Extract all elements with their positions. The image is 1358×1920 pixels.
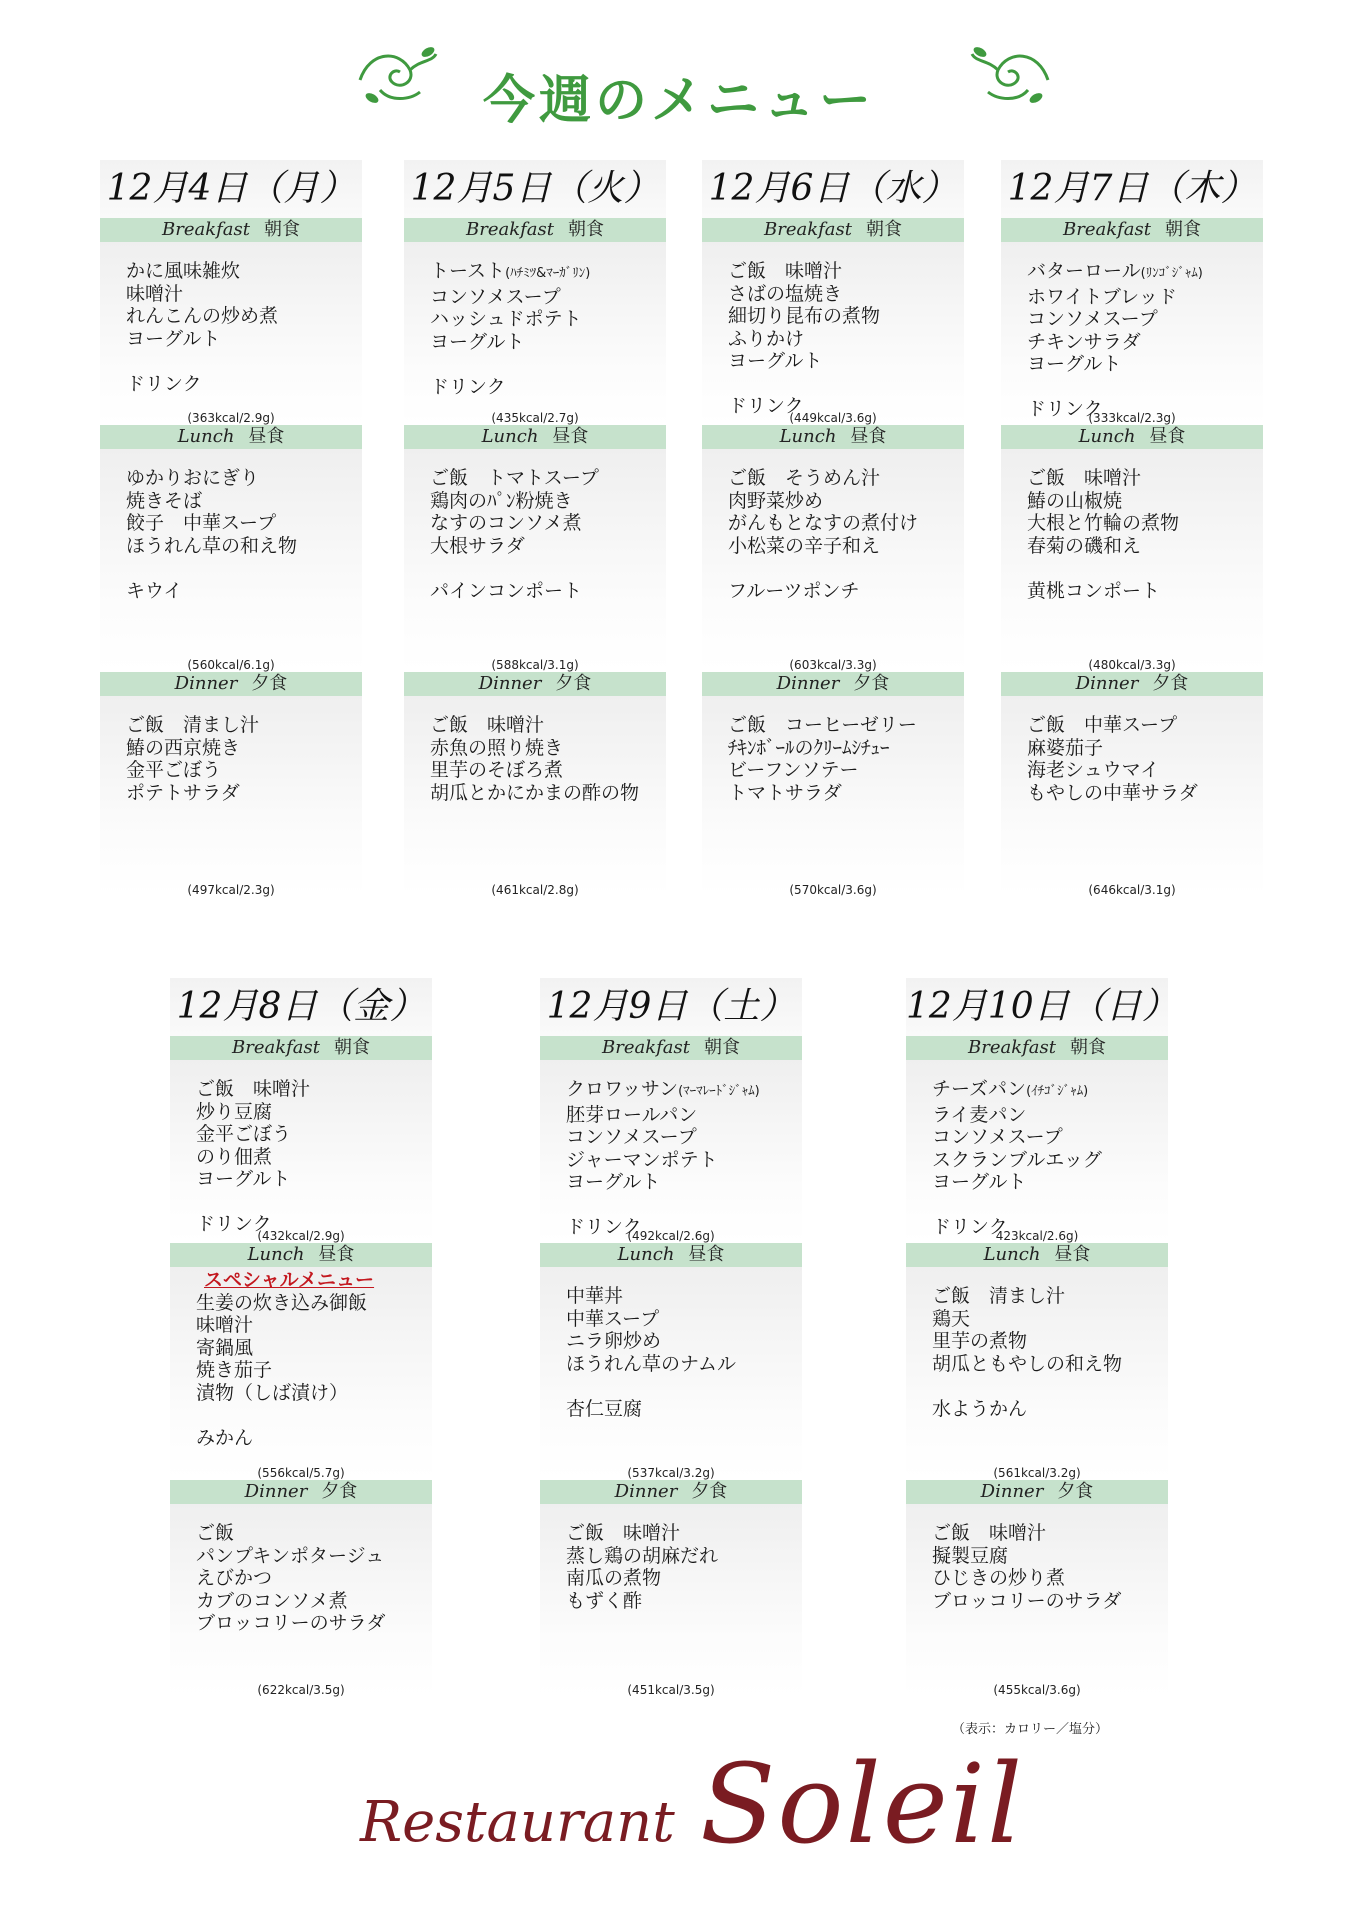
meal-name-jp: 昼食: [248, 426, 285, 447]
meal-body: [404, 696, 666, 897]
meal-name-jp: 朝食: [568, 219, 604, 240]
calorie-salt-label: (560kcal/6.1g): [187, 658, 275, 672]
meal-header: [170, 1480, 432, 1504]
menu-item: [932, 1375, 1168, 1398]
meal-body: [404, 242, 666, 425]
meal-name-jp: 昼食: [850, 426, 887, 447]
calorie-salt-label: (461kcal/2.8g): [491, 883, 579, 897]
meal-name-en: Breakfast: [602, 1037, 690, 1058]
calorie-salt-label: (492kcal/2.6g): [627, 1229, 715, 1243]
menu-item: 餃子 中華スープ: [126, 512, 277, 534]
meal-name-en: Lunch: [779, 426, 837, 447]
meal-header: [1001, 425, 1263, 449]
menu-item: コンソメスープ: [932, 1126, 1063, 1148]
menu-item: [1027, 376, 1263, 399]
menu-item: 味噌汁: [196, 1314, 254, 1336]
menu-item: 黄桃コンポート: [1027, 579, 1161, 602]
menu-item: ご飯 コーヒーゼリー: [728, 714, 917, 736]
calorie-salt-label: (449kcal/3.6g): [789, 411, 877, 425]
day-date: 12月8日（金）: [170, 978, 432, 1036]
meal-header: [702, 218, 964, 242]
menu-item: 鰆の西京焼き: [126, 736, 241, 759]
menu-item: ハッシュドポテト: [430, 308, 582, 330]
calorie-salt-label: (537kcal/3.2g): [627, 1466, 715, 1480]
meal-name-en: Breakfast: [466, 219, 554, 240]
menu-items: [1001, 696, 1263, 804]
menu-item: ご飯 味噌汁: [1027, 467, 1142, 489]
meal-header: [906, 1480, 1168, 1504]
menu-item: ひじきの炒り煮: [932, 1567, 1066, 1589]
menu-item: トースト(ﾊﾁﾐﾂ&ﾏｰｶﾞﾘﾝ): [430, 260, 591, 282]
menu-item: ヨーグルト: [196, 1168, 291, 1190]
menu-item: コンソメスープ: [566, 1126, 697, 1148]
meal-body: [1001, 449, 1263, 672]
menu-item: パインコンポート: [430, 579, 583, 602]
meal-body: [170, 1504, 432, 1697]
menu-item: ドリンク: [1027, 398, 1103, 420]
meal-header: [906, 1243, 1168, 1267]
menu-items: [404, 696, 666, 804]
meal-body: [540, 1267, 802, 1480]
menu-item: なすのコンソメ煮: [430, 512, 582, 534]
menu-items: [1001, 242, 1263, 421]
meal-body: [1001, 696, 1263, 897]
menu-items: [540, 1060, 802, 1239]
menu-item: 麻婆茄子: [1027, 736, 1104, 759]
calorie-salt-label: (646kcal/3.1g): [1088, 883, 1176, 897]
menu-item: ご飯 トマトスープ: [430, 467, 599, 489]
meal-name-en: Dinner: [614, 1481, 678, 1502]
day-date: 12月9日（土）: [540, 978, 802, 1036]
menu-item: ドリンク: [566, 1216, 642, 1238]
menu-item: 里芋のそぼろ煮: [430, 759, 564, 781]
menu-item: 寄鍋風: [196, 1336, 254, 1359]
meal-body: [540, 1060, 802, 1243]
menu-item: カブのコンソメ煮: [196, 1589, 348, 1612]
meal-name-en: Breakfast: [232, 1037, 320, 1058]
meal-header: [404, 218, 666, 242]
menu-item: ゆかりおにぎり: [126, 467, 260, 489]
menu-item: 金平ごぼう: [126, 759, 222, 781]
meal-name-en: Breakfast: [968, 1037, 1056, 1058]
meal-name-en: Breakfast: [1063, 219, 1151, 240]
calorie-salt-label: (480kcal/3.3g): [1088, 658, 1176, 672]
meal-name-jp: 昼食: [318, 1244, 355, 1265]
menu-item: さばの塩焼き: [728, 282, 843, 305]
calorie-salt-label: (455kcal/3.6g): [993, 1683, 1081, 1697]
menu-item: 味噌汁: [126, 282, 184, 305]
menu-item: 鶏天: [932, 1307, 971, 1330]
menu-item: コンソメスープ: [1027, 308, 1158, 330]
menu-item: 南瓜の煮物: [566, 1567, 662, 1589]
meal-body: [906, 1267, 1168, 1480]
menu-item: ほうれん草のナムル: [566, 1352, 737, 1375]
menu-item: みかん: [196, 1426, 254, 1449]
menu-item: 金平ごぼう: [196, 1123, 292, 1145]
meal-name-en: Dinner: [478, 673, 542, 694]
meal-body: [100, 449, 362, 672]
day-column: [170, 978, 432, 1697]
menu-item: ご飯 味噌汁: [196, 1078, 311, 1100]
menu-items: [702, 242, 964, 418]
menu-item: ヨーグルト: [126, 327, 221, 350]
menu-item: キウイ: [126, 579, 183, 602]
meal-name-jp: 朝食: [264, 219, 300, 240]
meal-header: [404, 425, 666, 449]
menu-item: ご飯 清まし汁: [126, 714, 260, 736]
meal-header: [100, 218, 362, 242]
menu-item: チーズパン(ｲﾁｺﾞｼﾞｬﾑ): [932, 1078, 1089, 1100]
menu-items: [540, 1504, 802, 1612]
meal-name-jp: 夕食: [691, 1481, 728, 1502]
menu-item: フルーツポンチ: [728, 579, 860, 602]
meal-header: [540, 1243, 802, 1267]
meal-name-jp: 昼食: [688, 1244, 725, 1265]
day-column: [100, 160, 362, 897]
menu-item: [196, 1191, 432, 1214]
menu-item: ビーフンソテー: [728, 759, 859, 781]
menu-items: [404, 449, 666, 602]
meal-body: [702, 242, 964, 425]
calorie-salt-label: (561kcal/3.2g): [993, 1466, 1081, 1480]
menu-item: ふりかけ: [728, 327, 805, 350]
calorie-salt-label: (451kcal/3.5g): [627, 1683, 715, 1697]
meal-name-jp: 夕食: [1152, 673, 1189, 694]
menu-item: [728, 373, 964, 396]
menu-item: [126, 557, 362, 580]
menu-item: ヨーグルト: [566, 1171, 661, 1193]
meal-body: [170, 1267, 432, 1480]
meal-name-en: Dinner: [776, 673, 840, 694]
calorie-salt-label: (363kcal/2.9g): [187, 411, 275, 425]
special-menu-label: スペシャルメニュー: [204, 1269, 375, 1291]
menu-items: [100, 696, 362, 804]
menu-item: 鰆の山椒焼: [1027, 489, 1123, 512]
meal-header: [100, 425, 362, 449]
calorie-salt-label: (497kcal/2.3g): [187, 883, 275, 897]
calorie-salt-label: (435kcal/2.7g): [491, 411, 579, 425]
meal-body: [702, 696, 964, 897]
menu-items: [170, 1504, 432, 1635]
menu-item: [932, 1194, 1168, 1217]
meal-name-en: Dinner: [1075, 673, 1139, 694]
menu-item: [430, 557, 666, 580]
day-column: [540, 978, 802, 1697]
menu-item: えびかつ: [196, 1567, 273, 1589]
menu-item: もやしの中華サラダ: [1027, 781, 1198, 804]
menu-item: クロワッサン(ﾏｰﾏﾚｰﾄﾞｼﾞｬﾑ): [566, 1078, 760, 1100]
meal-name-en: Dinner: [244, 1481, 308, 1502]
menu-item: れんこんの炒め煮: [126, 305, 279, 327]
menu-item: 胚芽ロールパン: [566, 1103, 698, 1126]
menu-item: ドリンク: [430, 375, 506, 398]
day-column: [906, 978, 1178, 1697]
calorie-salt-label: (556kcal/5.7g): [257, 1466, 345, 1480]
menu-item: ﾁｷﾝﾎﾞｰﾙのｸﾘｰﾑｼﾁｭｰ: [728, 736, 890, 759]
menu-items: [170, 1267, 432, 1449]
menu-item: [430, 353, 666, 376]
meal-body: [100, 696, 362, 897]
menu-item: ライ麦パン: [932, 1103, 1027, 1126]
menu-item: かに風味雑炊: [126, 260, 241, 282]
menu-item: ドリンク: [126, 372, 202, 395]
menu-item: [566, 1194, 802, 1217]
meal-header: [100, 672, 362, 696]
meal-header: [404, 672, 666, 696]
menu-item: ヨーグルト: [728, 350, 823, 372]
menu-items: [100, 242, 362, 395]
menu-item: ニラ卵炒め: [566, 1330, 662, 1352]
meal-body: [906, 1504, 1168, 1697]
meal-name-en: Lunch: [177, 426, 235, 447]
day-date: 12月6日（水）: [702, 160, 964, 218]
meal-name-jp: 朝食: [1165, 219, 1201, 240]
meal-header: [170, 1243, 432, 1267]
meal-name-en: Lunch: [983, 1244, 1041, 1265]
menu-item: コンソメスープ: [430, 285, 561, 308]
menu-item: [1027, 557, 1263, 580]
menu-items: [702, 696, 964, 804]
legend-note: （表示：カロリー／塩分）: [952, 1722, 1109, 1737]
meal-body: [170, 1060, 432, 1243]
menu-item: がんもとなすの煮付け: [728, 512, 919, 534]
menu-item: 生姜の炊き込み御飯: [196, 1291, 368, 1314]
footer-restaurant-label: Restaurant: [360, 1790, 675, 1855]
calorie-salt-label: (333kcal/2.3g): [1088, 411, 1176, 425]
calorie-salt-label: (570kcal/3.6g): [789, 883, 877, 897]
menu-item: ドリンク: [196, 1213, 272, 1235]
meal-body: [1001, 242, 1263, 425]
menu-items: [906, 1267, 1168, 1420]
meal-body: [404, 449, 666, 672]
meal-header: [540, 1036, 802, 1060]
menu-item: 胡瓜とかにかまの酢の物: [430, 781, 640, 804]
menu-item: 焼きそば: [126, 489, 203, 512]
menu-item: 大根サラダ: [430, 534, 525, 557]
menu-item: ご飯 そうめん汁: [728, 467, 881, 489]
menu-items: [906, 1504, 1168, 1612]
meal-header: [540, 1480, 802, 1504]
meal-body: [100, 242, 362, 425]
menu-item: ブロッコリーのサラダ: [196, 1612, 386, 1634]
menu-item: 擬製豆腐: [932, 1544, 1009, 1567]
menu-item: 小松菜の辛子和え: [728, 534, 881, 557]
meal-name-en: Lunch: [481, 426, 539, 447]
day-date: 12月5日（火）: [404, 160, 666, 218]
menu-item: ご飯 味噌汁: [566, 1522, 681, 1544]
menu-item: ご飯 味噌汁: [932, 1522, 1047, 1544]
meal-header: [906, 1036, 1168, 1060]
menu-item: 里芋の煮物: [932, 1330, 1028, 1352]
menu-items: [100, 449, 362, 602]
meal-body: [906, 1060, 1168, 1243]
menu-item: もずく酢: [566, 1589, 643, 1612]
calorie-salt-label: (622kcal/3.5g): [257, 1683, 345, 1697]
day-date: 12月10日（日）: [906, 978, 1168, 1036]
menu-items: [170, 1060, 432, 1236]
meal-name-jp: 朝食: [866, 219, 902, 240]
menu-item: ホワイトブレッド: [1027, 285, 1177, 308]
menu-item: 春菊の磯和え: [1027, 534, 1142, 557]
day-column: [404, 160, 666, 897]
menu-items: [906, 1060, 1168, 1239]
page-title: 今週のメニュー: [482, 70, 875, 131]
menu-item: ご飯 中華スープ: [1027, 714, 1178, 736]
menu-item: ポテトサラダ: [126, 781, 240, 804]
menu-item: ドリンク: [932, 1216, 1008, 1238]
day-date: 12月7日（木）: [1001, 160, 1263, 218]
menu-item: ブロッコリーのサラダ: [932, 1589, 1122, 1612]
menu-item: 胡瓜ともやしの和え物: [932, 1352, 1123, 1375]
meal-name-en: Lunch: [247, 1244, 305, 1265]
meal-header: [702, 672, 964, 696]
menu-item: ご飯 味噌汁: [430, 714, 545, 736]
meal-name-en: Lunch: [1078, 426, 1136, 447]
menu-item: トマトサラダ: [728, 781, 842, 804]
meal-header: [1001, 218, 1263, 242]
calorie-salt-label: 423kcal/2.6g): [995, 1229, 1079, 1243]
menu-item: ほうれん草の和え物: [126, 534, 298, 557]
meal-name-jp: 夕食: [321, 1481, 358, 1502]
meal-name-jp: 夕食: [251, 673, 288, 694]
meal-name-jp: 昼食: [1149, 426, 1186, 447]
menu-item: 水ようかん: [932, 1397, 1028, 1420]
calorie-salt-label: (588kcal/3.1g): [491, 658, 579, 672]
meal-header: [702, 425, 964, 449]
meal-header: [170, 1036, 432, 1060]
meal-name-jp: 昼食: [552, 426, 589, 447]
meal-name-en: Dinner: [980, 1481, 1044, 1502]
menu-item: 中華スープ: [566, 1307, 660, 1330]
menu-item: 杏仁豆腐: [566, 1397, 643, 1420]
meal-header: [1001, 672, 1263, 696]
menu-item: [728, 557, 964, 580]
menu-item: ジャーマンポテト: [566, 1148, 718, 1171]
meal-name-jp: 夕食: [555, 673, 592, 694]
menu-item: ヨーグルト: [932, 1171, 1027, 1193]
meal-name-jp: 昼食: [1054, 1244, 1091, 1265]
menu-item: ヨーグルト: [430, 330, 525, 353]
menu-item: ご飯 味噌汁: [728, 260, 843, 282]
menu-item: 漬物（しば漬け）: [196, 1381, 349, 1404]
menu-item: [196, 1404, 432, 1427]
menu-item: 赤魚の照り焼き: [430, 736, 564, 759]
menu-item: チキンサラダ: [1027, 330, 1141, 353]
menu-item: [566, 1375, 802, 1398]
meal-name-en: Dinner: [174, 673, 238, 694]
meal-name-jp: 朝食: [334, 1037, 370, 1058]
footer-restaurant-name: Soleil: [700, 1740, 1025, 1868]
menu-item: 炒り豆腐: [196, 1100, 273, 1123]
menu-item: 蒸し鶏の胡麻だれ: [566, 1544, 719, 1567]
meal-body: [540, 1504, 802, 1697]
menu-item: バターロール(ﾘﾝｺﾞｼﾞｬﾑ): [1027, 260, 1203, 282]
menu-item: のり佃煮: [196, 1145, 273, 1168]
meal-name-jp: 夕食: [853, 673, 890, 694]
menu-item: 鶏肉のﾊﾟﾝ粉焼き: [430, 489, 573, 512]
menu-item: ご飯 清まし汁: [932, 1285, 1066, 1307]
meal-name-jp: 朝食: [1070, 1037, 1106, 1058]
menu-item: 細切り昆布の煮物: [728, 305, 881, 327]
menu-item: パンプキンポタージュ: [196, 1544, 385, 1567]
meal-name-jp: 夕食: [1057, 1481, 1094, 1502]
menu-item: 海老シュウマイ: [1027, 759, 1160, 781]
menu-item: 焼き茄子: [196, 1359, 273, 1381]
menu-items: [1001, 449, 1263, 602]
meal-name-jp: 朝食: [704, 1037, 740, 1058]
day-date: 12月4日（月）: [100, 160, 362, 218]
menu-item: 中華丼: [566, 1285, 624, 1307]
menu-item: 大根と竹輪の煮物: [1027, 512, 1180, 534]
menu-item: [126, 350, 362, 373]
meal-name-en: Breakfast: [162, 219, 250, 240]
menu-items: [702, 449, 964, 602]
calorie-salt-label: (432kcal/2.9g): [257, 1229, 345, 1243]
meal-name-en: Breakfast: [764, 219, 852, 240]
menu-item: ヨーグルト: [1027, 353, 1122, 375]
calorie-salt-label: (603kcal/3.3g): [789, 658, 877, 672]
day-column: [1001, 160, 1263, 897]
meal-name-en: Lunch: [617, 1244, 675, 1265]
menu-item: ご飯: [196, 1522, 235, 1544]
menu-item: ドリンク: [728, 395, 804, 417]
menu-item: 肉野菜炒め: [728, 489, 824, 512]
menu-item: スクランブルエッグ: [932, 1148, 1102, 1171]
menu-items: [540, 1267, 802, 1420]
menu-items: [404, 242, 666, 398]
day-column: [702, 160, 964, 897]
meal-body: [702, 449, 964, 672]
